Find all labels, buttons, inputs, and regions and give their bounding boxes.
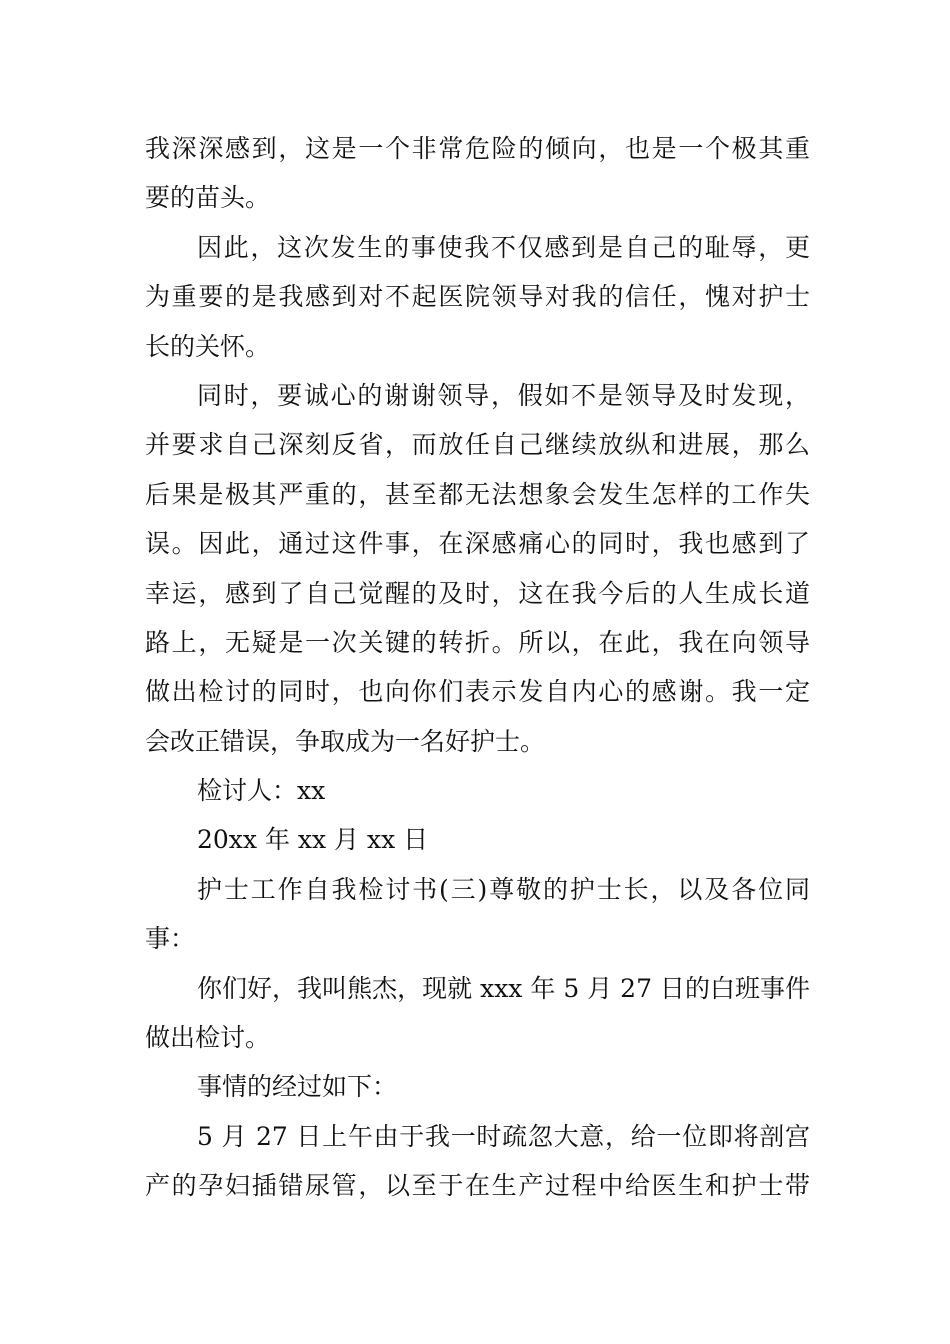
text-line: 检讨人：xx — [197, 776, 326, 806]
text-line: 同时，要诚心的谢谢领导，假如不是领导及时发现， — [197, 380, 810, 410]
text-line: 并要求自己深刻反省，而放任自己继续放纵和进展，那么 — [145, 430, 810, 460]
text-line: 幸运，感到了自己觉醒的及时，这在我今后的人生成长道 — [145, 578, 810, 608]
document-body — [145, 124, 810, 1211]
text-line: 路上，无疑是一次关键的转折。所以，在此，我在向领导 — [145, 627, 810, 657]
text-line: 为重要的是我感到对不起医院领导对我的信任，愧对护士 — [145, 282, 810, 312]
text-line: 事情的经过如下： — [197, 1072, 398, 1102]
text-line: 后果是极其严重的，甚至都无法想象会发生怎样的工作失 — [145, 479, 810, 509]
text-line: 产的孕妇插错尿管，以至于在生产过程中给医生和护士带 — [145, 1171, 810, 1201]
text-line: 要的苗头。 — [145, 183, 271, 213]
text-line: 误。因此，通过这件事，在深感痛心的同时，我也感到了 — [145, 529, 810, 559]
text-line: 长的关怀。 — [145, 331, 271, 361]
text-line: 做出检讨。 — [145, 1023, 271, 1053]
text-line: 护士工作自我检讨书(三)尊敬的护士长，以及各位同 — [197, 874, 810, 904]
text-line: 会改正错误，争取成为一名好护士。 — [145, 726, 546, 756]
text-line: 做出检讨的同时，也向你们表示发自内心的感谢。我一定 — [145, 677, 810, 707]
text-line: 你们好，我叫熊杰，现就 xxx 年 5 月 27 日的白班事件 — [197, 973, 810, 1003]
text-line: 因此，这次发生的事使我不仅感到是自己的耻辱，更 — [197, 232, 810, 262]
text-line: 事： — [145, 924, 196, 954]
text-line: 20xx 年 xx 月 xx 日 — [197, 825, 429, 855]
text-line: 我深深感到，这是一个非常危险的倾向，也是一个极其重 — [145, 134, 810, 163]
text-line: 5 月 27 日上午由于我一时疏忽大意，给一位即将剖宫 — [197, 1121, 810, 1151]
